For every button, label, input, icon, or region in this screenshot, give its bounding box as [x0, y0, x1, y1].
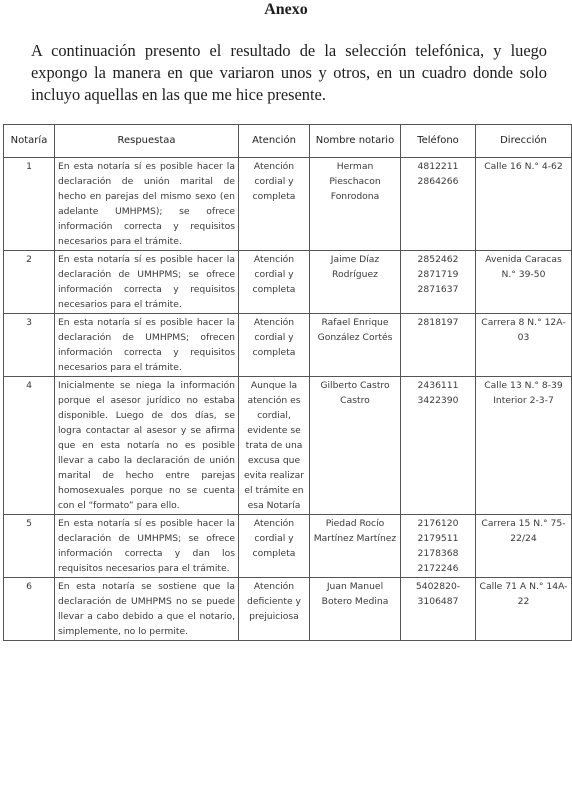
cell-notaria: 4: [4, 377, 55, 515]
cell-notaria: 5: [4, 515, 55, 578]
intro-paragraph: A continuación presento el resultado de la selección telefónica, y luego expongo la manera en que variaron unos y otros, en un cuadro donde solo incluyo aquellas en las que me hice presente.: [31, 41, 547, 104]
cell-telefono: [401, 377, 476, 515]
cell-notaria: 6: [4, 578, 55, 641]
cell-notaria: 1: [4, 158, 55, 251]
notarias-table: [3, 124, 572, 641]
cell-direccion: Avenida Caracas N.° 39-50: [476, 251, 572, 314]
cell-respuesta: Inicialmente se niega la información porque el asesor jurídico no estaba disponible. Luego de dos días, se logra contactar al asesor y se afirma que en esta notaría no es posible llevar a cabo la declaración de unión marital de hecho entre parejas homosexuales porque no se cuenta con el “formato” para ello.: [55, 377, 239, 515]
table-row: [4, 158, 572, 251]
page-title: Anexo: [264, 1, 308, 18]
table-row: [4, 578, 572, 641]
phone-number: 2436111: [417, 380, 459, 391]
cell-nombre-notario: Gilberto Castro Castro: [310, 377, 401, 515]
cell-direccion: Carrera 15 N.° 75-22/24: [476, 515, 572, 578]
cell-atencion: Atención cordial y completa: [239, 515, 310, 578]
cell-atencion: Atención cordial y completa: [239, 158, 310, 251]
cell-nombre-notario: Jaime Díaz Rodríguez: [310, 251, 401, 314]
phone-number: 2871719: [417, 269, 459, 280]
cell-notaria: 3: [4, 314, 55, 377]
header-respuesta: Respuestaa: [55, 125, 239, 158]
cell-respuesta: En esta notaría sí es posible hacer la declaración de UMHPMS; se ofrece información correcta y dan los requisitos necesarios para el trámite.: [55, 515, 239, 578]
phone-number: 2178368: [417, 548, 459, 559]
table-row: [4, 377, 572, 515]
phone-number: 5402820-: [415, 581, 461, 592]
cell-nombre-notario: Juan Manuel Botero Medina: [310, 578, 401, 641]
phone-number: 3422390: [417, 395, 459, 406]
phone-number: 2176120: [417, 518, 459, 529]
table-row: [4, 251, 572, 314]
table-body: [4, 158, 572, 641]
cell-notaria: 2: [4, 251, 55, 314]
phone-number: 2864266: [417, 176, 459, 187]
phone-number: 2179511: [417, 533, 459, 544]
phone-number: 2871637: [417, 284, 459, 295]
header-atencion: Atención: [239, 125, 310, 158]
cell-respuesta: En esta notaría sí es posible hacer la declaración de UMHPMS; ofrecen información correcta y requisitos necesarios para el trámite.: [55, 314, 239, 377]
cell-direccion: Carrera 8 N.° 12A-03: [476, 314, 572, 377]
phone-number: 2818197: [417, 317, 459, 328]
cell-atencion: Atención deficiente y prejuiciosa: [239, 578, 310, 641]
cell-telefono: [401, 578, 476, 641]
cell-direccion: Calle 71 A N.° 14A-22: [476, 578, 572, 641]
header-nombre-notario: Nombre notario: [310, 125, 401, 158]
cell-nombre-notario: Piedad Rocío Martínez Martínez: [310, 515, 401, 578]
cell-nombre-notario: Rafael Enrique González Cortés: [310, 314, 401, 377]
table-row: [4, 314, 572, 377]
cell-respuesta: En esta notaría sí es posible hacer la declaración de unión marital de hecho en parejas del mismo sexo (en adelante UMHPMS); se ofrece información correcta y requisitos necesarios para el trámite.: [55, 158, 239, 251]
cell-direccion: Calle 13 N.° 8-39 Interior 2-3-7: [476, 377, 572, 515]
phone-number: 4812211: [417, 161, 459, 172]
table-row: [4, 515, 572, 578]
cell-respuesta: En esta notaría se sostiene que la declaración de UMHPMS no se puede llevar a cabo debido a que el notario, simplemente, no lo permite.: [55, 578, 239, 641]
cell-atencion: Aunque la atención es cordial, evidente se trata de una excusa que evita realizar el trámite en esa Notaría: [239, 377, 310, 515]
cell-telefono: [401, 251, 476, 314]
cell-respuesta: En esta notaría sí es posible hacer la declaración de UMHPMS; se ofrece información correcta y requisitos necesarios para el trámite.: [55, 251, 239, 314]
cell-atencion: Atención cordial y completa: [239, 314, 310, 377]
cell-nombre-notario: Herman Pieschacon Fonrodona: [310, 158, 401, 251]
header-direccion: Dirección: [476, 125, 572, 158]
header-telefono: Teléfono: [401, 125, 476, 158]
table-header-row: [4, 125, 572, 158]
phone-number: 2852462: [417, 254, 459, 265]
cell-telefono: [401, 314, 476, 377]
phone-number: 3106487: [417, 596, 459, 607]
cell-atencion: Atención cordial y completa: [239, 251, 310, 314]
cell-telefono: [401, 158, 476, 251]
header-notaria: Notaría: [4, 125, 55, 158]
cell-direccion: Calle 16 N.° 4-62: [476, 158, 572, 251]
phone-number: 2172246: [417, 563, 459, 574]
cell-telefono: [401, 515, 476, 578]
